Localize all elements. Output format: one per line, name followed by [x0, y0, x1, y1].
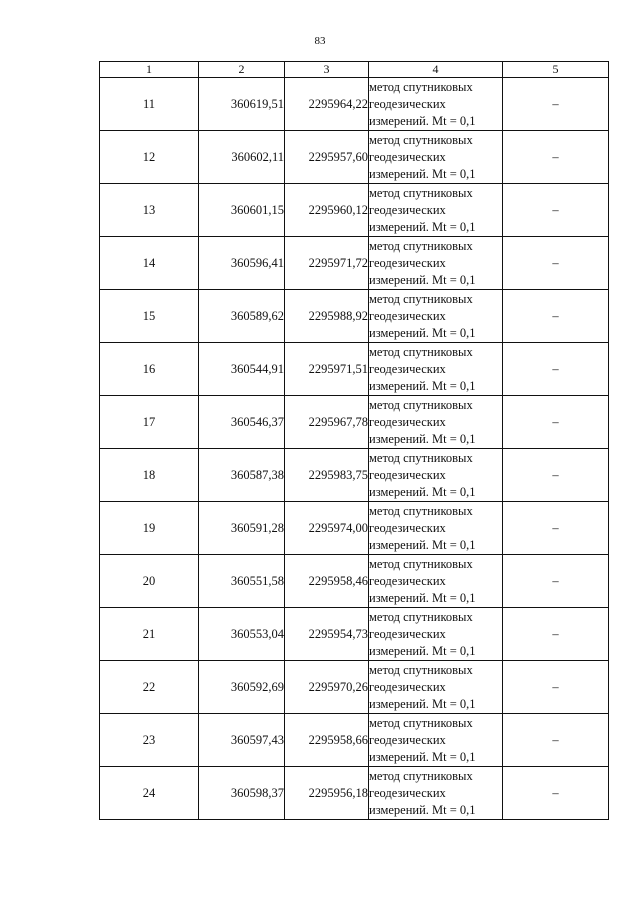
- y-coordinate-cell: 2295956,18: [285, 767, 369, 820]
- y-coordinate-cell: 2295958,46: [285, 555, 369, 608]
- point-number-cell: 21: [100, 608, 199, 661]
- point-number-cell: 24: [100, 767, 199, 820]
- method-cell: [369, 396, 503, 449]
- method-line: метод спутниковых: [369, 609, 473, 624]
- header-cell-4: 4: [369, 62, 503, 78]
- note-cell: –: [503, 131, 609, 184]
- method-line: измерений. Mt = 0,1: [369, 749, 476, 764]
- method-line: геодезических: [369, 308, 446, 323]
- x-coordinate-cell: 360589,62: [199, 290, 285, 343]
- point-number-cell: 17: [100, 396, 199, 449]
- method-cell: [369, 555, 503, 608]
- method-cell: [369, 237, 503, 290]
- note-cell: –: [503, 608, 609, 661]
- point-number-cell: 12: [100, 131, 199, 184]
- header-cell-5: 5: [503, 62, 609, 78]
- method-cell: [369, 449, 503, 502]
- method-line: геодезических: [369, 467, 446, 482]
- method-cell: [369, 78, 503, 131]
- table-row: [100, 343, 609, 396]
- table-row: [100, 78, 609, 131]
- point-number-cell: 16: [100, 343, 199, 396]
- method-line: геодезических: [369, 361, 446, 376]
- method-line: измерений. Mt = 0,1: [369, 484, 476, 499]
- table-row: [100, 714, 609, 767]
- method-line: измерений. Mt = 0,1: [369, 325, 476, 340]
- table-header-row: [100, 62, 609, 78]
- method-line: геодезических: [369, 520, 446, 535]
- method-cell: [369, 290, 503, 343]
- method-line: измерений. Mt = 0,1: [369, 696, 476, 711]
- note-cell: –: [503, 714, 609, 767]
- table-row: [100, 767, 609, 820]
- point-number-cell: 22: [100, 661, 199, 714]
- page-number: 83: [314, 35, 326, 47]
- method-cell: [369, 502, 503, 555]
- table-row: [100, 555, 609, 608]
- note-cell: –: [503, 290, 609, 343]
- table-row: [100, 502, 609, 555]
- point-number-cell: 19: [100, 502, 199, 555]
- y-coordinate-cell: 2295974,00: [285, 502, 369, 555]
- x-coordinate-cell: 360546,37: [199, 396, 285, 449]
- table-row: [100, 237, 609, 290]
- x-coordinate-cell: 360551,58: [199, 555, 285, 608]
- method-line: метод спутниковых: [369, 132, 473, 147]
- point-number-cell: 13: [100, 184, 199, 237]
- point-number-cell: 18: [100, 449, 199, 502]
- method-cell: [369, 767, 503, 820]
- method-line: метод спутниковых: [369, 450, 473, 465]
- method-line: метод спутниковых: [369, 503, 473, 518]
- method-line: измерений. Mt = 0,1: [369, 802, 476, 817]
- note-cell: –: [503, 449, 609, 502]
- method-cell: [369, 608, 503, 661]
- table-row: [100, 449, 609, 502]
- x-coordinate-cell: 360591,28: [199, 502, 285, 555]
- method-line: измерений. Mt = 0,1: [369, 643, 476, 658]
- note-cell: –: [503, 237, 609, 290]
- method-line: геодезических: [369, 414, 446, 429]
- x-coordinate-cell: 360601,15: [199, 184, 285, 237]
- method-line: геодезических: [369, 785, 446, 800]
- method-cell: [369, 661, 503, 714]
- y-coordinate-cell: 2295960,12: [285, 184, 369, 237]
- method-line: метод спутниковых: [369, 556, 473, 571]
- point-number-cell: 23: [100, 714, 199, 767]
- x-coordinate-cell: 360592,69: [199, 661, 285, 714]
- method-cell: [369, 131, 503, 184]
- method-line: геодезических: [369, 679, 446, 694]
- y-coordinate-cell: 2295967,78: [285, 396, 369, 449]
- x-coordinate-cell: 360596,41: [199, 237, 285, 290]
- x-coordinate-cell: 360602,11: [199, 131, 285, 184]
- y-coordinate-cell: 2295983,75: [285, 449, 369, 502]
- method-cell: [369, 184, 503, 237]
- method-line: метод спутниковых: [369, 344, 473, 359]
- table-row: [100, 184, 609, 237]
- method-line: метод спутниковых: [369, 715, 473, 730]
- method-line: измерений. Mt = 0,1: [369, 590, 476, 605]
- method-line: метод спутниковых: [369, 768, 473, 783]
- method-line: геодезических: [369, 255, 446, 270]
- y-coordinate-cell: 2295971,72: [285, 237, 369, 290]
- x-coordinate-cell: 360597,43: [199, 714, 285, 767]
- method-line: метод спутниковых: [369, 291, 473, 306]
- point-number-cell: 11: [100, 78, 199, 131]
- y-coordinate-cell: 2295958,66: [285, 714, 369, 767]
- method-line: измерений. Mt = 0,1: [369, 113, 476, 128]
- method-cell: [369, 714, 503, 767]
- coordinates-table: [99, 61, 609, 820]
- note-cell: –: [503, 343, 609, 396]
- method-line: метод спутниковых: [369, 238, 473, 253]
- point-number-cell: 20: [100, 555, 199, 608]
- method-line: измерений. Mt = 0,1: [369, 378, 476, 393]
- y-coordinate-cell: 2295988,92: [285, 290, 369, 343]
- point-number-cell: 14: [100, 237, 199, 290]
- y-coordinate-cell: 2295970,26: [285, 661, 369, 714]
- header-cell-2: 2: [199, 62, 285, 78]
- note-cell: –: [503, 555, 609, 608]
- method-line: измерений. Mt = 0,1: [369, 272, 476, 287]
- method-line: геодезических: [369, 149, 446, 164]
- point-number-cell: 15: [100, 290, 199, 343]
- note-cell: –: [503, 184, 609, 237]
- method-line: метод спутниковых: [369, 397, 473, 412]
- x-coordinate-cell: 360544,91: [199, 343, 285, 396]
- y-coordinate-cell: 2295971,51: [285, 343, 369, 396]
- y-coordinate-cell: 2295957,60: [285, 131, 369, 184]
- note-cell: –: [503, 502, 609, 555]
- method-line: измерений. Mt = 0,1: [369, 537, 476, 552]
- table-row: [100, 131, 609, 184]
- table-row: [100, 661, 609, 714]
- x-coordinate-cell: 360587,38: [199, 449, 285, 502]
- note-cell: –: [503, 396, 609, 449]
- table-row: [100, 290, 609, 343]
- method-line: метод спутниковых: [369, 79, 473, 94]
- method-line: геодезических: [369, 202, 446, 217]
- note-cell: –: [503, 78, 609, 131]
- method-line: измерений. Mt = 0,1: [369, 219, 476, 234]
- method-line: измерений. Mt = 0,1: [369, 166, 476, 181]
- header-cell-1: 1: [100, 62, 199, 78]
- x-coordinate-cell: 360619,51: [199, 78, 285, 131]
- note-cell: –: [503, 661, 609, 714]
- method-line: метод спутниковых: [369, 662, 473, 677]
- method-line: геодезических: [369, 96, 446, 111]
- x-coordinate-cell: 360553,04: [199, 608, 285, 661]
- method-line: метод спутниковых: [369, 185, 473, 200]
- method-line: геодезических: [369, 573, 446, 588]
- y-coordinate-cell: 2295964,22: [285, 78, 369, 131]
- header-cell-3: 3: [285, 62, 369, 78]
- method-line: геодезических: [369, 732, 446, 747]
- note-cell: –: [503, 767, 609, 820]
- y-coordinate-cell: 2295954,73: [285, 608, 369, 661]
- table-row: [100, 396, 609, 449]
- method-line: измерений. Mt = 0,1: [369, 431, 476, 446]
- table-row: [100, 608, 609, 661]
- method-line: геодезических: [369, 626, 446, 641]
- table-body: [100, 62, 609, 820]
- method-cell: [369, 343, 503, 396]
- x-coordinate-cell: 360598,37: [199, 767, 285, 820]
